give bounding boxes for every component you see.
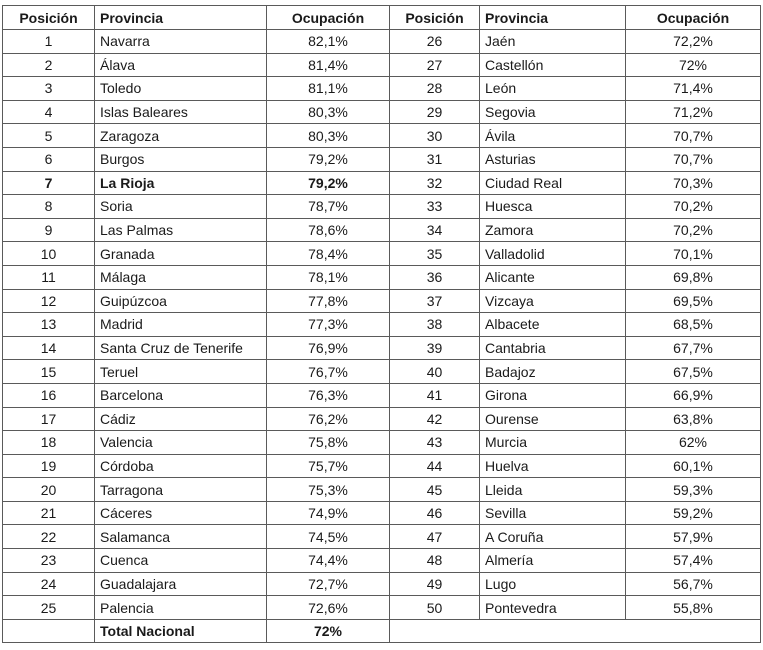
province-cell-left: Salamanca bbox=[95, 525, 267, 549]
occupancy-cell-right: 70,2% bbox=[626, 218, 761, 242]
table-row bbox=[3, 596, 761, 620]
header-row bbox=[3, 6, 761, 30]
occupancy-cell-left: 75,8% bbox=[267, 431, 390, 455]
header-posicion-right: Posición bbox=[390, 6, 480, 30]
occupancy-cell-right: 69,5% bbox=[626, 289, 761, 313]
occupancy-cell-right: 70,1% bbox=[626, 242, 761, 266]
province-cell-left: Cuenca bbox=[95, 549, 267, 573]
occupancy-table bbox=[2, 5, 761, 643]
occupancy-cell-left: 74,9% bbox=[267, 501, 390, 525]
province-cell-right: Ciudad Real bbox=[480, 171, 626, 195]
province-cell-right: Asturias bbox=[480, 147, 626, 171]
province-cell-right: Cantabria bbox=[480, 336, 626, 360]
province-cell-right: Sevilla bbox=[480, 501, 626, 525]
position-cell-right: 28 bbox=[390, 77, 480, 101]
province-cell-right: Lleida bbox=[480, 478, 626, 502]
position-cell-left: 7 bbox=[3, 171, 95, 195]
table-row bbox=[3, 336, 761, 360]
table-row bbox=[3, 53, 761, 77]
province-cell-right: Huesca bbox=[480, 195, 626, 219]
position-cell-right: 48 bbox=[390, 549, 480, 573]
position-cell-right: 37 bbox=[390, 289, 480, 313]
occupancy-cell-right: 72% bbox=[626, 53, 761, 77]
position-cell-right: 47 bbox=[390, 525, 480, 549]
province-cell-left: Palencia bbox=[95, 596, 267, 620]
province-cell-left: Burgos bbox=[95, 147, 267, 171]
position-cell-right: 39 bbox=[390, 336, 480, 360]
occupancy-cell-right: 63,8% bbox=[626, 407, 761, 431]
position-cell-left: 11 bbox=[3, 265, 95, 289]
table-row bbox=[3, 454, 761, 478]
position-cell-right: 40 bbox=[390, 360, 480, 384]
occupancy-cell-right: 57,4% bbox=[626, 549, 761, 573]
table-body bbox=[3, 30, 761, 620]
header-ocupacion-right: Ocupación bbox=[626, 6, 761, 30]
occupancy-cell-left: 76,3% bbox=[267, 383, 390, 407]
occupancy-cell-left: 75,7% bbox=[267, 454, 390, 478]
occupancy-cell-left: 77,3% bbox=[267, 313, 390, 337]
province-cell-left: Barcelona bbox=[95, 383, 267, 407]
table-row bbox=[3, 289, 761, 313]
occupancy-cell-right: 70,3% bbox=[626, 171, 761, 195]
occupancy-cell-right: 70,7% bbox=[626, 124, 761, 148]
province-cell-left: Santa Cruz de Tenerife bbox=[95, 336, 267, 360]
total-empty-pos bbox=[3, 619, 95, 643]
total-empty-right bbox=[390, 619, 761, 643]
position-cell-right: 43 bbox=[390, 431, 480, 455]
position-cell-left: 15 bbox=[3, 360, 95, 384]
province-cell-left: Las Palmas bbox=[95, 218, 267, 242]
position-cell-left: 6 bbox=[3, 147, 95, 171]
position-cell-right: 35 bbox=[390, 242, 480, 266]
province-cell-right: Lugo bbox=[480, 572, 626, 596]
position-cell-left: 23 bbox=[3, 549, 95, 573]
occupancy-cell-left: 82,1% bbox=[267, 30, 390, 54]
position-cell-right: 34 bbox=[390, 218, 480, 242]
province-cell-left: Teruel bbox=[95, 360, 267, 384]
table-row bbox=[3, 478, 761, 502]
occupancy-cell-right: 56,7% bbox=[626, 572, 761, 596]
header-provincia-right: Provincia bbox=[480, 6, 626, 30]
occupancy-cell-right: 60,1% bbox=[626, 454, 761, 478]
province-cell-right: Girona bbox=[480, 383, 626, 407]
position-cell-left: 14 bbox=[3, 336, 95, 360]
position-cell-right: 26 bbox=[390, 30, 480, 54]
occupancy-cell-right: 70,7% bbox=[626, 147, 761, 171]
occupancy-cell-right: 71,4% bbox=[626, 77, 761, 101]
occupancy-cell-left: 78,1% bbox=[267, 265, 390, 289]
table-row bbox=[3, 525, 761, 549]
province-cell-left: La Rioja bbox=[95, 171, 267, 195]
province-cell-left: Toledo bbox=[95, 77, 267, 101]
position-cell-left: 12 bbox=[3, 289, 95, 313]
table-row bbox=[3, 360, 761, 384]
occupancy-cell-left: 78,7% bbox=[267, 195, 390, 219]
header-ocupacion-left: Ocupación bbox=[267, 6, 390, 30]
table-row bbox=[3, 572, 761, 596]
occupancy-cell-right: 59,2% bbox=[626, 501, 761, 525]
province-cell-left: Tarragona bbox=[95, 478, 267, 502]
occupancy-cell-right: 67,5% bbox=[626, 360, 761, 384]
occupancy-cell-left: 74,5% bbox=[267, 525, 390, 549]
province-cell-left: Soria bbox=[95, 195, 267, 219]
position-cell-left: 24 bbox=[3, 572, 95, 596]
table-row bbox=[3, 242, 761, 266]
province-cell-left: Málaga bbox=[95, 265, 267, 289]
province-cell-right: Badajoz bbox=[480, 360, 626, 384]
province-cell-right: Ourense bbox=[480, 407, 626, 431]
position-cell-left: 21 bbox=[3, 501, 95, 525]
position-cell-right: 32 bbox=[390, 171, 480, 195]
province-cell-left: Granada bbox=[95, 242, 267, 266]
occupancy-cell-left: 81,1% bbox=[267, 77, 390, 101]
occupancy-cell-left: 74,4% bbox=[267, 549, 390, 573]
province-cell-left: Cáceres bbox=[95, 501, 267, 525]
province-cell-right: Ávila bbox=[480, 124, 626, 148]
occupancy-cell-left: 80,3% bbox=[267, 100, 390, 124]
table-row bbox=[3, 171, 761, 195]
table-row bbox=[3, 431, 761, 455]
position-cell-left: 5 bbox=[3, 124, 95, 148]
province-cell-left: Cádiz bbox=[95, 407, 267, 431]
position-cell-left: 13 bbox=[3, 313, 95, 337]
occupancy-cell-right: 71,2% bbox=[626, 100, 761, 124]
total-row bbox=[3, 619, 761, 643]
province-cell-left: Valencia bbox=[95, 431, 267, 455]
province-cell-left: Zaragoza bbox=[95, 124, 267, 148]
occupancy-cell-right: 72,2% bbox=[626, 30, 761, 54]
position-cell-right: 49 bbox=[390, 572, 480, 596]
occupancy-cell-left: 78,4% bbox=[267, 242, 390, 266]
table-row bbox=[3, 77, 761, 101]
table-row bbox=[3, 383, 761, 407]
table-row bbox=[3, 195, 761, 219]
occupancy-cell-right: 66,9% bbox=[626, 383, 761, 407]
occupancy-cell-right: 68,5% bbox=[626, 313, 761, 337]
position-cell-right: 33 bbox=[390, 195, 480, 219]
position-cell-left: 17 bbox=[3, 407, 95, 431]
position-cell-left: 4 bbox=[3, 100, 95, 124]
table-row bbox=[3, 313, 761, 337]
position-cell-left: 22 bbox=[3, 525, 95, 549]
occupancy-cell-right: 57,9% bbox=[626, 525, 761, 549]
occupancy-cell-left: 79,2% bbox=[267, 171, 390, 195]
occupancy-cell-right: 62% bbox=[626, 431, 761, 455]
occupancy-cell-left: 77,8% bbox=[267, 289, 390, 313]
province-cell-left: Navarra bbox=[95, 30, 267, 54]
occupancy-cell-left: 75,3% bbox=[267, 478, 390, 502]
occupancy-cell-left: 76,9% bbox=[267, 336, 390, 360]
occupancy-cell-left: 79,2% bbox=[267, 147, 390, 171]
table-row bbox=[3, 501, 761, 525]
position-cell-left: 10 bbox=[3, 242, 95, 266]
occupancy-cell-left: 72,6% bbox=[267, 596, 390, 620]
position-cell-left: 19 bbox=[3, 454, 95, 478]
position-cell-left: 25 bbox=[3, 596, 95, 620]
province-cell-left: Álava bbox=[95, 53, 267, 77]
position-cell-right: 46 bbox=[390, 501, 480, 525]
province-cell-right: Castellón bbox=[480, 53, 626, 77]
table-row bbox=[3, 124, 761, 148]
position-cell-right: 29 bbox=[390, 100, 480, 124]
position-cell-left: 9 bbox=[3, 218, 95, 242]
position-cell-right: 41 bbox=[390, 383, 480, 407]
position-cell-right: 36 bbox=[390, 265, 480, 289]
province-cell-left: Madrid bbox=[95, 313, 267, 337]
province-cell-right: Pontevedra bbox=[480, 596, 626, 620]
occupancy-cell-left: 81,4% bbox=[267, 53, 390, 77]
position-cell-left: 20 bbox=[3, 478, 95, 502]
position-cell-right: 31 bbox=[390, 147, 480, 171]
occupancy-cell-left: 80,3% bbox=[267, 124, 390, 148]
province-cell-right: Valladolid bbox=[480, 242, 626, 266]
table-row bbox=[3, 218, 761, 242]
occupancy-cell-right: 70,2% bbox=[626, 195, 761, 219]
occupancy-cell-left: 76,7% bbox=[267, 360, 390, 384]
province-cell-right: A Coruña bbox=[480, 525, 626, 549]
province-cell-left: Islas Baleares bbox=[95, 100, 267, 124]
table-row bbox=[3, 147, 761, 171]
province-cell-left: Córdoba bbox=[95, 454, 267, 478]
province-cell-left: Guadalajara bbox=[95, 572, 267, 596]
province-cell-right: Segovia bbox=[480, 100, 626, 124]
occupancy-cell-left: 78,6% bbox=[267, 218, 390, 242]
province-cell-right: Vizcaya bbox=[480, 289, 626, 313]
position-cell-right: 27 bbox=[390, 53, 480, 77]
header-provincia-left: Provincia bbox=[95, 6, 267, 30]
position-cell-right: 44 bbox=[390, 454, 480, 478]
position-cell-right: 45 bbox=[390, 478, 480, 502]
total-label: Total Nacional bbox=[95, 619, 267, 643]
position-cell-left: 18 bbox=[3, 431, 95, 455]
position-cell-right: 42 bbox=[390, 407, 480, 431]
position-cell-right: 50 bbox=[390, 596, 480, 620]
province-cell-right: Jaén bbox=[480, 30, 626, 54]
position-cell-left: 8 bbox=[3, 195, 95, 219]
position-cell-right: 30 bbox=[390, 124, 480, 148]
occupancy-cell-right: 69,8% bbox=[626, 265, 761, 289]
province-cell-left: Guipúzcoa bbox=[95, 289, 267, 313]
province-cell-right: Alicante bbox=[480, 265, 626, 289]
occupancy-cell-left: 76,2% bbox=[267, 407, 390, 431]
province-cell-right: León bbox=[480, 77, 626, 101]
province-cell-right: Zamora bbox=[480, 218, 626, 242]
table-row bbox=[3, 30, 761, 54]
table-row bbox=[3, 100, 761, 124]
position-cell-left: 16 bbox=[3, 383, 95, 407]
occupancy-cell-right: 55,8% bbox=[626, 596, 761, 620]
position-cell-right: 38 bbox=[390, 313, 480, 337]
province-cell-right: Murcia bbox=[480, 431, 626, 455]
province-cell-right: Huelva bbox=[480, 454, 626, 478]
table-row bbox=[3, 265, 761, 289]
position-cell-left: 1 bbox=[3, 30, 95, 54]
header-posicion-left: Posición bbox=[3, 6, 95, 30]
occupancy-cell-right: 67,7% bbox=[626, 336, 761, 360]
occupancy-cell-right: 59,3% bbox=[626, 478, 761, 502]
position-cell-left: 2 bbox=[3, 53, 95, 77]
occupancy-cell-left: 72,7% bbox=[267, 572, 390, 596]
province-cell-right: Albacete bbox=[480, 313, 626, 337]
position-cell-left: 3 bbox=[3, 77, 95, 101]
table-row bbox=[3, 407, 761, 431]
table-row bbox=[3, 549, 761, 573]
province-cell-right: Almería bbox=[480, 549, 626, 573]
total-value: 72% bbox=[267, 619, 390, 643]
